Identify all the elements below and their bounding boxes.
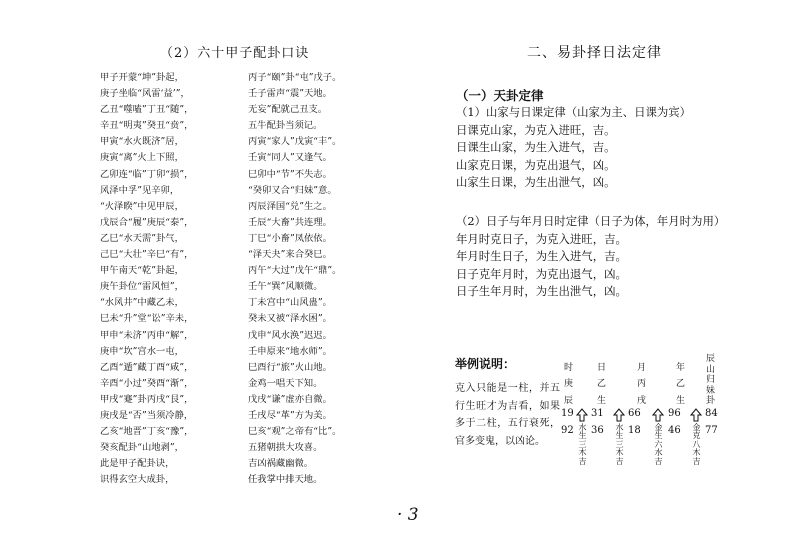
number-bottom: 92 <box>561 425 574 436</box>
verse-line: 辛酉“小过”癸酉“渐”， <box>100 377 194 389</box>
number-top: 31 <box>591 408 604 419</box>
verse-line: 此是甲子配卦诀， <box>100 458 175 470</box>
verse-column-a <box>100 70 193 488</box>
number-top: 19 <box>561 408 574 419</box>
pillar-stem: 乙 <box>597 379 607 389</box>
verse-line: 甲戌“蹇”卦丙戌“艮”， <box>100 393 194 405</box>
rule-row: 日课生山家，为生入进气，吉。 <box>456 140 616 154</box>
rules-heading-1: （1）山家与日课定律（山家为主、日课为宾） <box>456 105 692 119</box>
verse-line: 丙寅“家人”戊寅“丰”。 <box>248 136 342 148</box>
number-bottom: 36 <box>591 425 604 436</box>
verse-line: 巳未“升”堂“讼”辛未， <box>100 313 194 325</box>
verse-line: 丙辰泽国“兑”生之。 <box>248 200 332 212</box>
verse-line: “水风井”中藏乙未， <box>100 297 184 309</box>
verse-line: 丁巳“小畜”凤依依。 <box>248 232 332 244</box>
verse-line: 壬子雷声“震”天地。 <box>248 88 332 100</box>
verse-line: 乙卯连“临”丁卯“损”， <box>100 168 194 180</box>
page-number: · 3 <box>397 505 419 525</box>
pillar-label: 时 <box>564 363 574 373</box>
vertical-note: 水生三木吉 <box>578 423 587 466</box>
arrow-up-icon <box>690 408 702 422</box>
verse-line: 五牛配卦当须记。 <box>248 120 323 132</box>
verse-line: 丁未宫中“山风蛊”。 <box>248 297 332 309</box>
rule-row: 日子克年月时，为克出退气，凶。 <box>456 266 627 281</box>
rule-row: 年月时克日子，为克入进旺，吉。 <box>456 231 627 246</box>
verse-line: 无妄”配就己丑支。 <box>248 104 328 116</box>
rule-row: 年月时生日子，为生入进气，吉。 <box>456 249 627 263</box>
verse-line: 乙丑“噬嗑”丁丑“随”， <box>100 104 194 116</box>
verse-line: 辛丑“明夷”癸丑“贲”， <box>100 120 194 132</box>
verse-line: 壬寅“同人”又逢气。 <box>248 152 332 164</box>
verse-line: 丙子“颐”卦“屯”戊子。 <box>248 72 342 83</box>
vertical-note: 金克八木吉 <box>692 423 701 466</box>
verse-line: 庚申“坎”宫水一屯， <box>100 345 184 357</box>
verse-line: 壬辰“大畜”共连理。 <box>248 216 332 228</box>
verse-line: 甲子开蒙“坤”卦起， <box>100 72 184 83</box>
verse-line: 巳亥“观”之帝有“比”。 <box>248 426 342 438</box>
vertical-note: 金生六水吉 <box>654 423 663 466</box>
pillar-branch: 生 <box>676 396 686 406</box>
verse-line: 戊申“风水涣”迟迟。 <box>248 329 332 341</box>
section-title: 二、易卦择日法定律 <box>527 45 662 61</box>
verse-line: 壬申原来“地水师”。 <box>248 345 332 357</box>
verse-line: 壬戌尽“革”方为美。 <box>248 409 332 421</box>
verse-line: 巳卯中“节”不失志。 <box>248 168 332 180</box>
verse-line: 戊戌“谦”虚亦自微。 <box>248 393 332 405</box>
rule-row: 日课克山家，为克入进旺，吉。 <box>456 122 616 137</box>
verse-line: 己巳“大壮”辛巳“有”， <box>100 249 194 261</box>
verse-line: 丙午“大过”戊午“鼎”。 <box>248 265 342 277</box>
arrow-up-icon <box>613 408 625 422</box>
pillar-branch: 生 <box>597 396 607 406</box>
verse-line: 乙巳“水天需”卦气， <box>100 232 184 244</box>
vertical-note: 水生三木吉 <box>615 423 624 466</box>
pillar-hour <box>564 360 573 407</box>
verse-line: 吉凶祸藏幽微。 <box>248 458 314 470</box>
verse-line: 癸亥配卦“山地剥”， <box>100 442 184 454</box>
rule-row: 山家克日课，为克出退气，凶。 <box>456 157 616 172</box>
verse-line: 庚戌是“否”当须冷静， <box>100 409 194 421</box>
pillar-label: 月 <box>637 363 647 373</box>
verse-line: 五猪朝拱大攻喜。 <box>248 442 323 454</box>
verse-line: 戊辰合“履”庚辰“泰”， <box>100 216 194 228</box>
verse-line: 癸未又被“泽水困”。 <box>248 313 332 325</box>
number-top: 96 <box>668 408 681 419</box>
pillar-branch: 戌 <box>637 396 647 406</box>
pillar-label: 日 <box>597 363 607 373</box>
pillar-stem: 丙 <box>637 379 647 389</box>
pillar-label: 年 <box>676 363 686 373</box>
verse-line: 金鸡一唱天下知。 <box>248 377 323 389</box>
verse-line: 任我掌中排天地。 <box>248 474 323 486</box>
verse-line: “癸卯又合“归妹”意。 <box>248 184 337 196</box>
verse-line: 甲寅“水火既济”居， <box>100 136 184 148</box>
arrow-up-icon <box>652 408 664 422</box>
verse-line: “火泽睽”中见甲辰， <box>100 200 184 212</box>
verse-line: 庚午卦位“雷风恒”， <box>100 281 184 293</box>
verse-line: “泽天夬”来合癸巳。 <box>248 249 332 261</box>
pillar-stem: 乙 <box>676 379 686 389</box>
verse-line: 乙酉“遁”藏丁酉“咸”， <box>100 361 194 373</box>
rule-row: 山家生日课，为生出泄气，凶。 <box>456 175 616 189</box>
example-label: 举例说明： <box>455 357 516 371</box>
number-top: 66 <box>628 408 641 419</box>
number-top: 84 <box>705 408 718 419</box>
verse-line: 识得玄空大成卦， <box>100 474 175 486</box>
pillar-year <box>676 360 685 407</box>
rules-block-2 <box>456 213 756 301</box>
verse-line: 巳酉行“旅”火山地。 <box>248 361 332 373</box>
number-bottom: 46 <box>668 425 681 436</box>
verse-title: （2）六十甲子配卦口诀 <box>160 46 310 61</box>
verse-line: 壬午“巽”风顺微。 <box>248 281 323 293</box>
pillar-month <box>637 360 646 407</box>
subsection-title: （一）天卦定律 <box>456 88 544 103</box>
pillar-branch: 辰 <box>564 396 574 406</box>
mountain-note: 辰山归妹卦 <box>705 354 715 406</box>
rules-heading-2: （2）日子与年月日时定律（日子为体，年月时为用） <box>456 214 726 228</box>
verse-line: 乙亥“地晋”丁亥“豫”， <box>100 426 194 438</box>
rule-row: 日子生年月时，为生出泄气，凶。 <box>456 284 627 298</box>
verse-line: 甲午南天“乾”卦起， <box>100 265 184 277</box>
example-text: 克入只能是一柱，并五行生旺才为吉看，如果多于二柱，五行衰死，官多变鬼，以凶论。 <box>455 383 560 447</box>
verse-column-b <box>248 70 341 488</box>
verse-line: 庚寅“离”火上下照， <box>100 152 184 164</box>
verse-line: 庚子坐临“风雷‘益’”， <box>100 88 190 100</box>
pillar-stem: 庚 <box>564 379 574 389</box>
number-bottom: 77 <box>705 425 718 436</box>
arrow-up-icon <box>576 408 588 422</box>
pillar-day <box>597 360 606 407</box>
verse-line: 风泽中孚”见辛卯， <box>100 184 180 196</box>
rules-block-1 <box>456 104 691 192</box>
number-bottom: 18 <box>628 425 641 436</box>
verse-line: 甲申“未济”丙申“解”， <box>100 329 194 341</box>
